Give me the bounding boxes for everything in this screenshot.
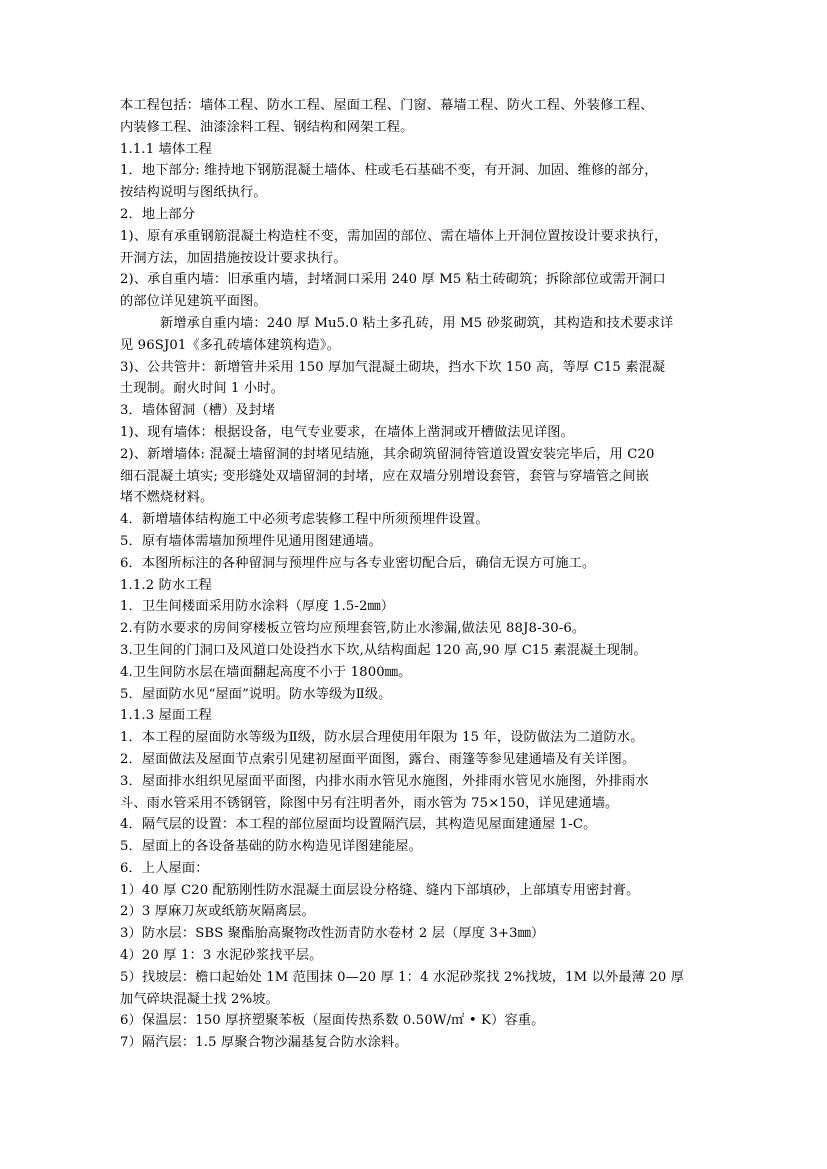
text-line: 1.1.2 防水工程 [120,577,212,593]
text-line: 6）保温层：150 厚挤塑聚苯板（屋面传热系数 0.50W/㎡ • K）容重。 [120,1013,545,1029]
text-line: 5．原有墙体需墙加预埋件见通用图建通墙。 [120,533,382,549]
text-line: 6．本图所标注的各种留洞与预埋件应与各专业密切配合后，确信无误方可施工。 [120,555,596,571]
text-line: 3．屋面排水组织见屋面平面图，内排水雨水管见水施图，外排雨水管见水施图，外排雨水 [120,773,649,789]
text-line: 3）防水层：SBS 聚酯胎高聚物改性沥青防水卷材 2 层（厚度 3+3㎜） [120,926,545,942]
text-line: 斗、雨水管采用不锈钢管，除图中另有注明者外，雨水管为 75×150，详见建通墙。 [120,795,619,811]
text-line: 新增承自重内墙：240 厚 Mu5.0 粘土多孔砖，用 M5 砂浆砌筑，其构造和技术要求详 [160,315,674,331]
text-line: 1)、原有承重钢筋混凝土构造柱不变，需加固的部位、需在墙体上开洞位置按设计要求执行， [120,228,668,244]
text-line: 2）3 厚麻刀灰或纸筋灰隔离层。 [120,904,315,920]
text-line: 1．卫生间楼面采用防水涂料（厚度 1.5-2㎜） [120,599,395,615]
text-line: 4．新增墙体结构施工中必须考虑装修工程中所须预埋件设置。 [120,512,489,528]
text-line: 本工程包括：墙体工程、防水工程、屋面工程、门窗、幕墙工程、防火工程、外装修工程、 [120,98,654,113]
document-page [120,95,712,1054]
text-line: 5．屋面上的各设备基础的防水构造见详图建能屋。 [120,839,422,855]
text-line: 细石混凝土填实; 变形缝处双墙留洞的封堵，应在双墙分别增设套管，套管与穿墙管之间嵌 [120,468,650,484]
text-line: 2．地上部分 [120,206,196,222]
text-line: 4）20 厚 1：3 水泥砂浆找平层。 [120,948,323,964]
text-line: 内装修工程、油漆涂料工程、钢结构和网架工程。 [120,119,414,135]
text-line: 加气碎块混凝土找 2%坡。 [120,991,279,1007]
text-line: 堵不燃烧材料。 [120,490,214,506]
text-line: 3.卫生间的门洞口及风道口处设挡水下坎,从结构面起 120 高,90 厚 C15 素混凝土现制。 [120,642,647,658]
text-line: 开洞方法，加固措施按设计要求执行。 [120,250,347,266]
text-line: 1.1.1 墙体工程 [120,141,212,157]
text-line: 4.卫生间防水层在墙面翻起高度不小于 1800㎜。 [120,664,412,680]
text-line: 按结构说明与图纸执行。 [120,185,267,201]
text-line: 5．屋面防水见“屋面”说明。防水等级为Ⅱ级。 [120,686,392,702]
text-line: 6．上人屋面： [120,860,209,876]
text-line: 2)、新增墙体: 混凝土墙留洞的封堵见结施，其余砌筑留洞待管道设置安装完毕后，用 C20 [120,446,655,462]
text-line: 的部位详见建筑平面图。 [120,294,267,310]
text-line: 2．屋面做法及屋面节点索引见建初屋面平面图，露台、雨篷等参见建通墙及有关详图。 [120,751,636,767]
text-line: 1）40 厚 C20 配筋刚性防水混凝土面层设分格缝、缝内下部填砂，上部填专用密封膏。 [120,882,640,898]
text-line: 7）隔汽层：1.5 厚聚合物沙漏基复合防水涂料。 [120,1035,408,1051]
text-line: 2.有防水要求的房间穿楼板立管均应预埋套管,防止水渗漏,做法见 88J8-30-6。 [120,621,586,637]
text-line: 1．地下部分: 维持地下钢筋混凝土墙体、柱或毛石基础不变，有开洞、加固、维修的部分， [120,163,658,179]
text-line: 2)、承自重内墙：旧承重内墙，封堵洞口采用 240 厚 M5 粘土砖砌筑；拆除部位或需开洞口 [120,272,666,288]
text-line: 1．本工程的屋面防水等级为Ⅱ级，防水层合理使用年限为 15 年，设防做法为二道防水。 [120,730,644,746]
text-line: 1)、现有墙体：根据设备，电气专业要求，在墙体上凿洞或开槽做法见详图。 [120,424,574,440]
text-line: 1.1.3 屋面工程 [120,708,212,724]
text-line: 5）找坡层：檐口起始处 1M 范围抹 0—20 厚 1：4 水泥砂浆找 2%找坡，1M 以外最薄 20 厚 [120,969,685,985]
text-line: 4．隔气层的设置：本工程的部位屋面均设置隔汽层，其构造见屋面建通屋 1-C。 [120,817,597,833]
text-line: 土现制。耐火时间 1 小时。 [120,381,284,397]
text-line: 见 96SJ01《多孔砖墙体建筑构造》。 [120,337,340,353]
text-line: 3)、公共管井：新增管井采用 150 厚加气混凝土砌块，挡水下坎 150 高，等厚 C15 素混凝 [120,359,666,375]
text-line: 3．墙体留洞（槽）及封堵 [120,403,276,419]
